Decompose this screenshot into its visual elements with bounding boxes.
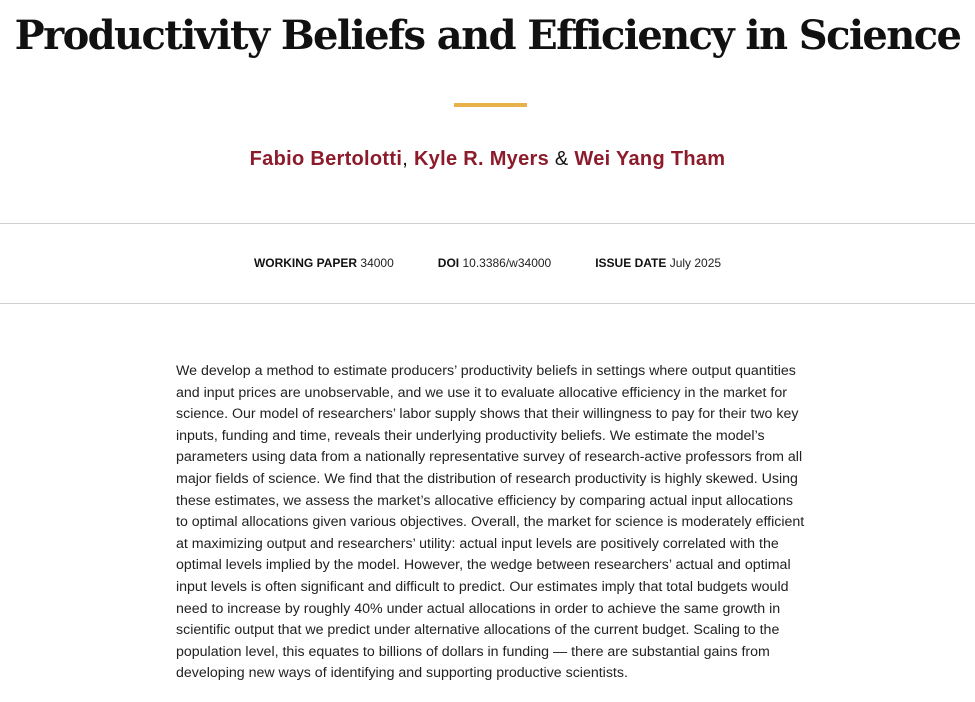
title-accent-bar bbox=[454, 103, 527, 107]
issue-date-value: July 2025 bbox=[669, 256, 722, 270]
paper-title: Productivity Beliefs and Efficiency in Science bbox=[14, 12, 961, 59]
author-separator-ampersand: & bbox=[554, 148, 569, 170]
issue-date-label: ISSUE DATE bbox=[595, 256, 667, 270]
paper-metadata bbox=[0, 255, 975, 271]
doi-label: DOI bbox=[437, 256, 460, 270]
working-paper-field bbox=[254, 255, 394, 271]
working-paper-label: WORKING PAPER bbox=[253, 256, 358, 270]
issue-date-field bbox=[595, 255, 721, 271]
divider-bottom bbox=[0, 303, 975, 304]
author-link-2[interactable]: Kyle R. Myers bbox=[413, 148, 550, 170]
doi-field bbox=[438, 255, 551, 271]
author-link-3[interactable]: Wei Yang Tham bbox=[574, 148, 726, 170]
abstract-text: We develop a method to estimate producers’ productivity beliefs in settings where output quantities and input prices are unobservable, and we use it to evaluate allocative efficiency in the market for science. Our model of researchers’ labor supply shows that their willingness to pay for their two key inputs, funding and time, reveals their underlying productivity beliefs. We estimate the model’s parameters using data from a nationally representative survey of research-active professors from all major fields of science. We find that the distribution of research productivity is highly skewed. Using these estimates, we assess the market’s allocative efficiency by comparing actual input allocations to optimal allocations given various objectives. Overall, the market for science is moderately efficient at maximizing output and researchers’ utility: actual input levels are positively correlated with the optimal levels implied by the model. However, the wedge between researchers’ actual and optimal input levels is often significant and difficult to predict. Our estimates imply that total budgets would need to increase by roughly 40% under actual allocations in order to achieve the same growth in scientific output that we predict under alternative allocations of the current budget. Scaling to the population level, this equates to billions of dollars in funding — there are substantial gains from developing new ways of identifying and supporting productive scientists. bbox=[176, 363, 805, 682]
divider-top bbox=[0, 223, 975, 224]
author-link-1[interactable]: Fabio Bertolotti bbox=[249, 148, 403, 170]
author-separator-comma: , bbox=[402, 148, 409, 170]
working-paper-value: 34000 bbox=[360, 256, 394, 270]
author-list bbox=[0, 146, 975, 172]
doi-value: 10.3386/w34000 bbox=[462, 256, 552, 270]
